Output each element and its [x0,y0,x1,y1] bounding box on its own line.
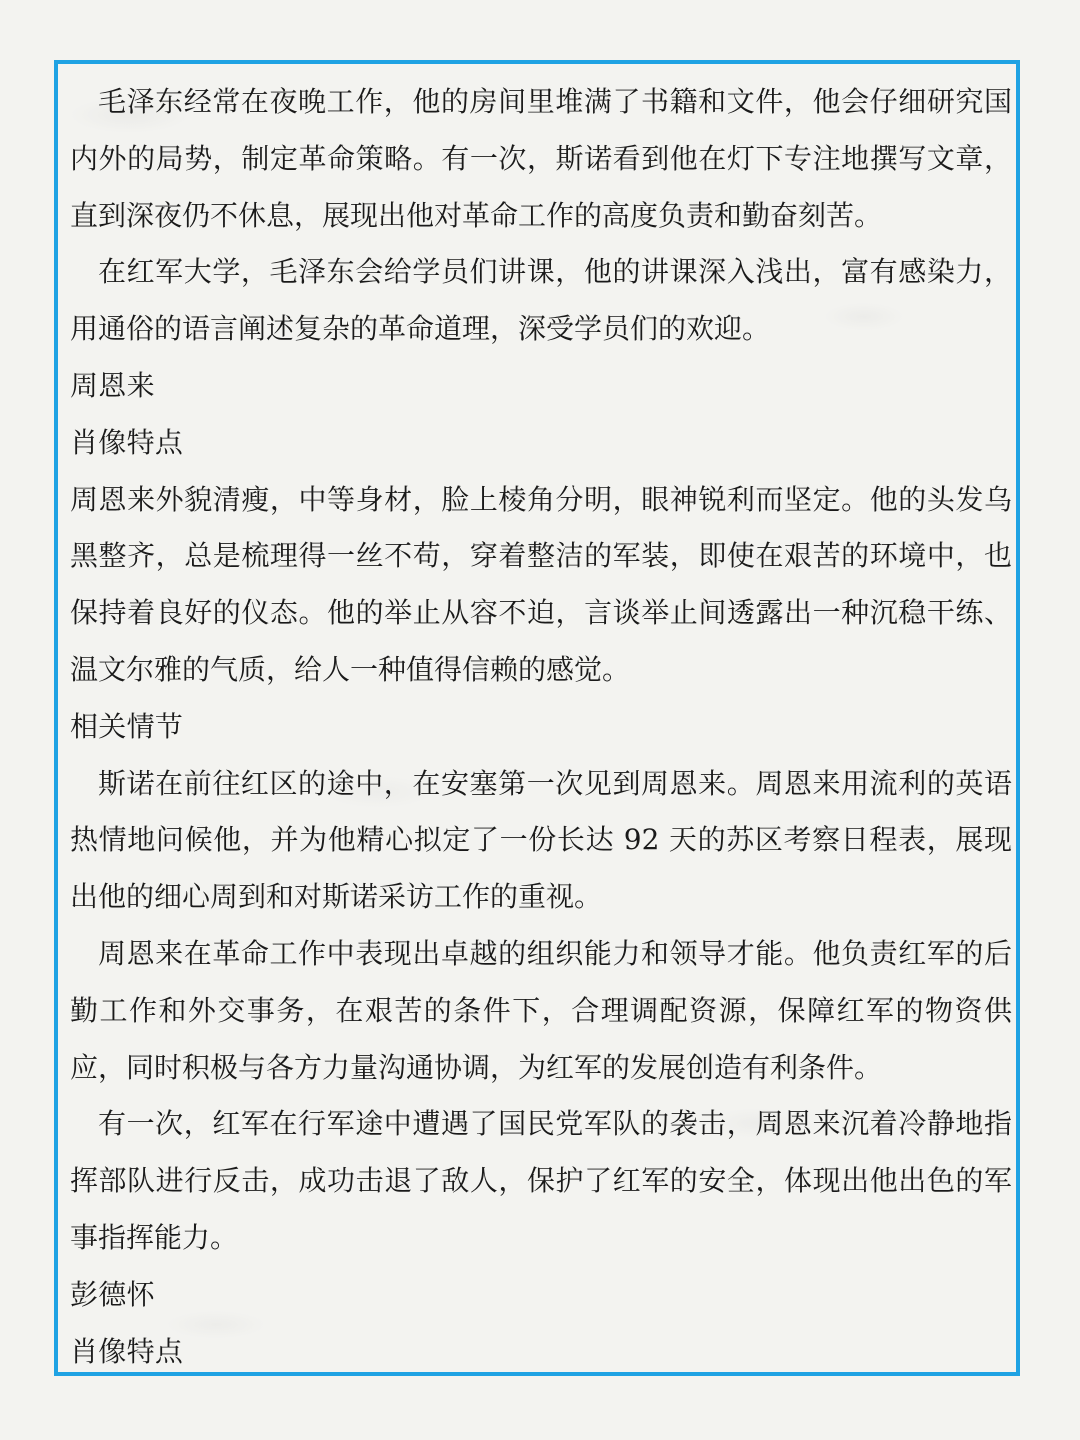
paragraph-zhou-portrait [70,472,1012,699]
paragraph-text: 周恩来外貌清瘦，中等身材，脸上棱角分明，眼神锐利而坚定。他的头发乌黑整齐，总是梳理得一丝不苟，穿着整洁的军装，即使在艰苦的环境中，也保持着良好的仪态。他的举止从容不迫，言谈举止间透露出一种沉稳干练、温文尔雅的气质，给人一种值得信赖的感觉。 [70,482,1012,686]
heading-zhou-portrait: 肖像特点 [70,425,184,459]
heading-peng-dehuai: 彭德怀 [70,1277,155,1311]
heading-zhou-enlai: 周恩来 [70,368,155,402]
heading-zhou-plot: 相关情节 [70,709,184,743]
paragraph-text: 斯诺在前往红区的途中，在安塞第一次见到周恩来。周恩来用流利的英语热情地问候他，并为他精心拟定了一份长达 92 天的苏区考察日程表，展现出他的细心周到和对斯诺采访工作的重视。 [70,766,1012,914]
paragraph-zhou-meeting-snow [70,756,1012,926]
paragraph-text: 在红军大学，毛泽东会给学员们讲课，他的讲课深入浅出，富有感染力，用通俗的语言阐述复杂的革命道理，深受学员们的欢迎。 [70,255,1012,346]
paragraph-text: 有一次，红军在行军途中遭遇了国民党军队的袭击，周恩来沉着冷静地指挥部队进行反击，成功击退了敌人，保护了红军的安全，体现出他出色的军事指挥能力。 [70,1107,1012,1254]
paragraph-text: 周恩来在革命工作中表现出卓越的组织能力和领导才能。他负责红军的后勤工作和外交事务，在艰苦的条件下，合理调配资源，保障红军的物资供应，同时积极与各方力量沟通协调，为红军的发展创造有利条件。 [70,936,1012,1084]
paragraph-zhou-organization [70,926,1012,1096]
text-frame [54,60,1020,1376]
paragraph-text: 毛泽东经常在夜晚工作，他的房间里堆满了书籍和文件，他会仔细研究国内外的局势，制定革命策略。有一次，斯诺看到他在灯下专注地撰写文章，直到深夜仍不休息，展现出他对革命工作的高度负责和勤奋刻苦。 [70,85,1012,232]
paragraph-zhou-command [70,1096,1012,1266]
heading-peng-portrait: 肖像特点 [70,1334,184,1368]
paragraph-mao-night-work [70,74,1012,244]
paragraph-mao-red-army-university [70,244,1012,358]
document-body [70,74,1012,1380]
